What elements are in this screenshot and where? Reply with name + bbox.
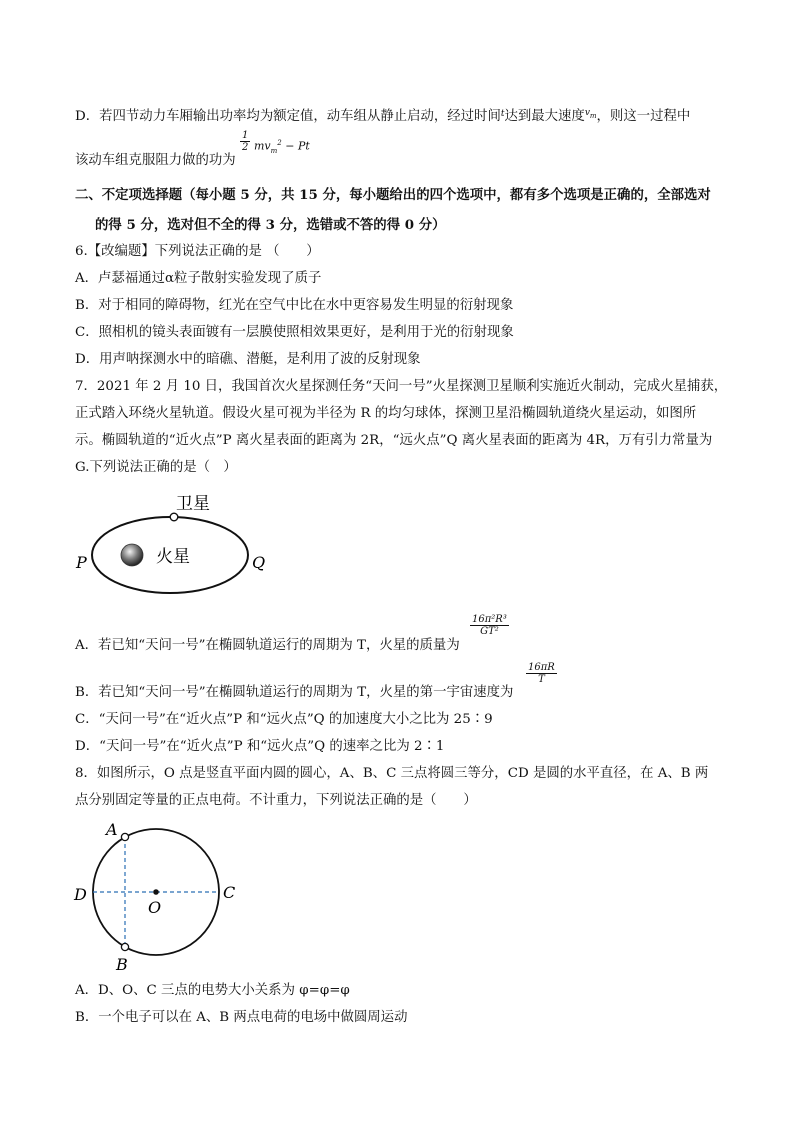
q5-option-d-line1 bbox=[75, 104, 690, 126]
q6-option-a: A．卢瑟福通过α粒子散射实验发现了质子 bbox=[75, 271, 322, 286]
q8-stem-line1: 8．如图所示，O 点是竖直平面内圆的圆心，A、B、C 三点将圆三等分，CD 是圆的水平直径，在 A、B 两 bbox=[75, 766, 709, 781]
q8-option-b: B．一个电子可以在 A、B 两点电荷的电场中做圆周运动 bbox=[75, 1010, 408, 1025]
q5-d-var-vm: vm bbox=[584, 108, 597, 120]
label-p: P bbox=[76, 553, 87, 572]
label-d: D bbox=[74, 885, 87, 904]
label-b: B bbox=[116, 955, 128, 974]
q5-d-text-2: 达到最大速度 bbox=[504, 109, 585, 124]
q7-orbit-figure bbox=[70, 486, 280, 596]
q5-d-text-1: D．若四节动力车厢输出功率均为额定值，动车组从静止启动，经过时间 bbox=[75, 109, 501, 124]
q7-stem-line1: 7．2021 年 2 月 10 日，我国首次火星探测任务“天问一号”火星探测卫星顺利实施近火制动，完成火星捕获， bbox=[75, 379, 728, 394]
label-o: O bbox=[148, 898, 162, 917]
q6-option-d: D．用声呐探测水中的暗礁、潜艇，是利用了波的反射现象 bbox=[75, 352, 421, 367]
charge-a bbox=[121, 833, 128, 840]
q7-b-fraction: $\frac{16\pi R}{T}$ bbox=[528, 662, 555, 685]
section2-header-line2: 的得 5 分，选对但不全的得 3 分，选错或不答的得 0 分） bbox=[95, 217, 446, 233]
section2-header-line1: 二、不定项选择题（每小题 5 分，共 15 分，每小题给出的四个选项中，都有多个选项是正确的，全部选对 bbox=[75, 187, 711, 203]
q7-option-a: A．若已知“天问一号”在椭圆轨道运行的周期为 T，火星的质量为 bbox=[75, 638, 460, 653]
charge-b bbox=[121, 943, 128, 950]
mars-sphere bbox=[121, 544, 143, 566]
q5-option-d-line2: 该动车组克服阻力做的功为 bbox=[75, 153, 236, 168]
q8-circle-figure bbox=[70, 820, 245, 975]
q7-option-d: D．“天问一号”在“近火点”P 和“远火点”Q 的速率之比为 2∶1 bbox=[75, 739, 445, 754]
q5-d-formula: $mv_m^2 - Pt$ bbox=[254, 139, 310, 155]
q6-option-c: C．照相机的镜头表面镀有一层膜使照相效果更好，是利用于光的衍射现象 bbox=[75, 325, 514, 340]
q8-stem-line2: 点分别固定等量的正点电荷。不计重力，下列说法正确的是（ ） bbox=[75, 793, 477, 808]
q7-stem-line2: 正式踏入环绕火星轨道。假设火星可视为半径为 R 的均匀球体，探测卫星沿椭圆轨道绕火星运动，如图所 bbox=[75, 406, 697, 421]
label-a: A bbox=[106, 820, 118, 839]
q8-option-a: A．D、O、C 三点的电势大小关系为 φ=φ=φ bbox=[75, 983, 350, 998]
label-q: Q bbox=[252, 553, 266, 572]
center-o bbox=[153, 889, 159, 895]
q7-stem-line3: 示。椭圆轨道的“近火点”P 离火星表面的距离为 2R，“远火点”Q 离火星表面的距离为 4R，万有引力常量为 bbox=[75, 433, 713, 448]
label-satellite: 卫星 bbox=[176, 494, 210, 514]
q6-option-b: B．对于相同的障碍物，红光在空气中比在水中更容易发生明显的衍射现象 bbox=[75, 298, 514, 313]
q5-d-var-t: t bbox=[500, 109, 505, 119]
q7-stem-line4: G.下列说法正确的是（ ） bbox=[75, 460, 237, 475]
q5-d-text-3: ，则这一过程中 bbox=[596, 109, 691, 124]
q7-option-b: B．若已知“天问一号”在椭圆轨道运行的周期为 T，火星的第一宇宙速度为 bbox=[75, 685, 514, 700]
satellite-dot bbox=[170, 513, 178, 521]
q5-d-fraction: $\frac{1}{2}$ bbox=[242, 130, 249, 153]
q7-option-c: C．“天问一号”在“近火点”P 和“远火点”Q 的加速度大小之比为 25∶9 bbox=[75, 712, 493, 727]
q6-stem: 6.【改编题】下列说法正确的是 （ ） bbox=[75, 244, 320, 259]
label-c: C bbox=[223, 883, 236, 902]
q7-a-fraction: $\frac{\text{16π²R³}}{\text{GT²}}$ bbox=[472, 614, 507, 637]
label-mars: 火星 bbox=[156, 547, 190, 567]
